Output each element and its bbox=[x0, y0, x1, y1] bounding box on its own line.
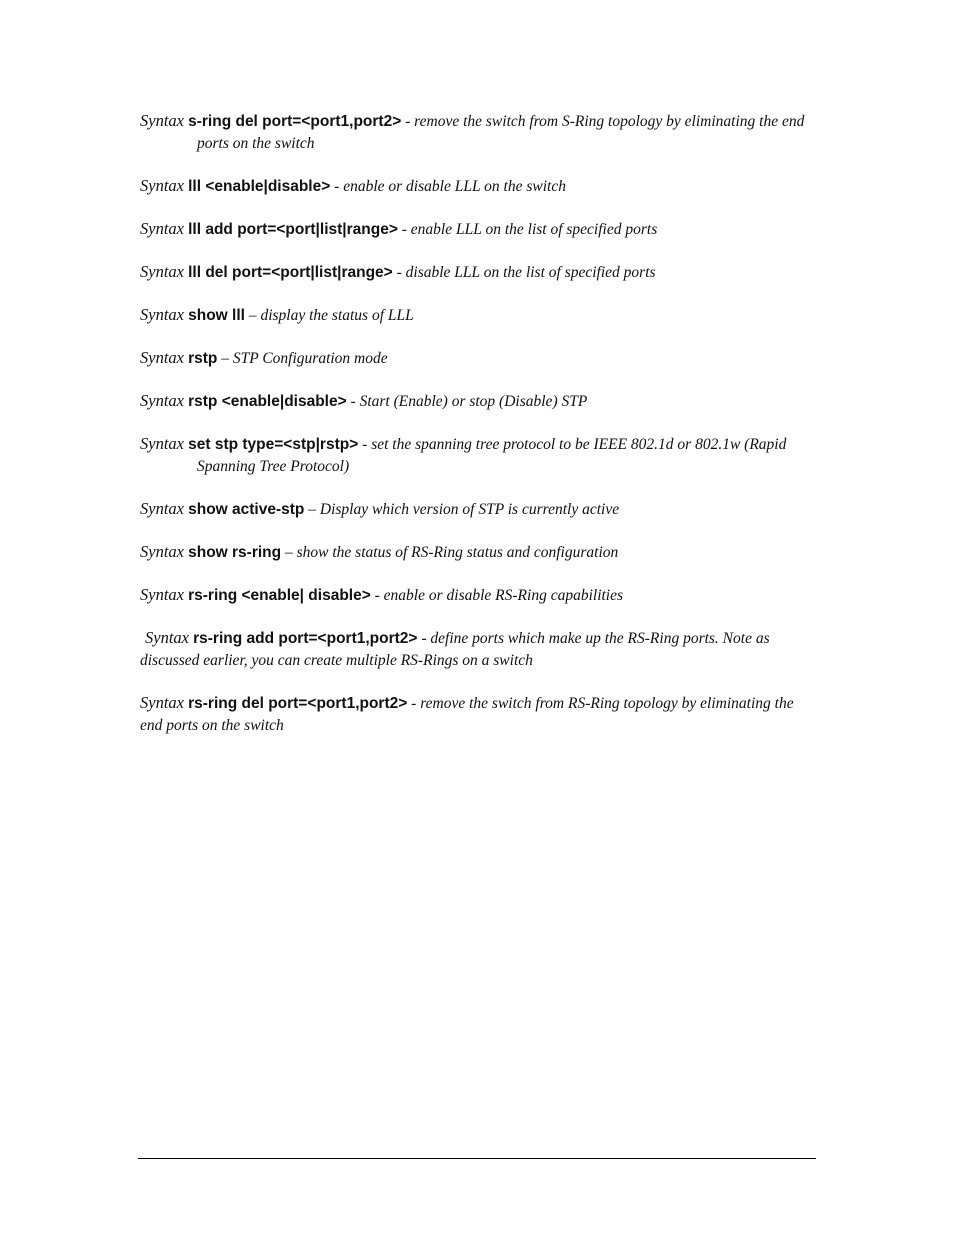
command-description: – STP Configuration mode bbox=[217, 350, 388, 367]
syntax-keyword: Syntax bbox=[140, 262, 184, 281]
command-description: - remove the switch from S-Ring topology by eliminating the end ports on the switch bbox=[197, 113, 805, 152]
command-description: – Display which version of STP is currently active bbox=[304, 501, 620, 518]
command-description: - define ports which make up the RS-Ring ports. Note as discussed earlier, you can create multiple RS-Rings on a switch bbox=[140, 630, 770, 669]
syntax-keyword: Syntax bbox=[140, 434, 184, 453]
syntax-keyword: Syntax bbox=[140, 585, 184, 604]
syntax-entry-lll-add bbox=[140, 218, 816, 240]
command-text: show rs-ring bbox=[188, 544, 282, 561]
command-text: lll <enable|disable> bbox=[188, 178, 331, 195]
command-description: – show the status of RS-Ring status and configuration bbox=[281, 544, 619, 561]
command-text: rs-ring del port=<port1,port2> bbox=[188, 695, 408, 712]
syntax-entry-s-ring-del bbox=[140, 110, 816, 154]
syntax-keyword: Syntax bbox=[140, 348, 184, 367]
syntax-entry-rstp-toggle bbox=[140, 390, 816, 412]
syntax-keyword: Syntax bbox=[140, 219, 184, 238]
syntax-entry-show-active-stp bbox=[140, 498, 816, 520]
syntax-entry-rs-ring-toggle bbox=[140, 584, 816, 606]
command-text: rs-ring <enable| disable> bbox=[188, 587, 371, 604]
command-text: show active-stp bbox=[188, 501, 305, 518]
command-text: rs-ring add port=<port1,port2> bbox=[193, 630, 418, 647]
command-text: rstp <enable|disable> bbox=[188, 393, 347, 410]
command-description: - Start (Enable) or stop (Disable) STP bbox=[346, 393, 588, 410]
syntax-keyword: Syntax bbox=[140, 176, 184, 195]
command-description: – display the status of LLL bbox=[244, 307, 414, 324]
syntax-list bbox=[140, 110, 816, 757]
syntax-entry-show-rs-ring bbox=[140, 541, 816, 563]
syntax-keyword: Syntax bbox=[140, 693, 184, 712]
command-description: - enable LLL on the list of specified ports bbox=[397, 221, 658, 238]
syntax-entry-show-lll bbox=[140, 304, 816, 326]
command-description: - remove the switch from RS-Ring topology by eliminating the end ports on the switch bbox=[140, 695, 794, 734]
command-text: show lll bbox=[188, 307, 245, 324]
syntax-keyword: Syntax bbox=[140, 391, 184, 410]
syntax-entry-rs-ring-add bbox=[140, 627, 816, 671]
syntax-keyword: Syntax bbox=[140, 542, 184, 561]
command-text: rstp bbox=[188, 350, 218, 367]
command-text: lll add port=<port|list|range> bbox=[188, 221, 398, 238]
command-text: s-ring del port=<port1,port2> bbox=[188, 113, 402, 130]
syntax-entry-rs-ring-del bbox=[140, 692, 816, 736]
syntax-keyword: Syntax bbox=[140, 305, 184, 324]
footer-divider bbox=[138, 1158, 816, 1159]
syntax-entry-lll-del bbox=[140, 261, 816, 283]
command-description: - set the spanning tree protocol to be IEEE 802.1d or 802.1w (Rapid Spanning Tree Protocol) bbox=[197, 436, 787, 475]
syntax-entry-set-stp-type bbox=[140, 433, 816, 477]
syntax-keyword: Syntax bbox=[145, 628, 189, 647]
syntax-keyword: Syntax bbox=[140, 111, 184, 130]
command-description: - disable LLL on the list of specified ports bbox=[392, 264, 656, 281]
syntax-entry-rstp-mode bbox=[140, 347, 816, 369]
command-text: lll del port=<port|list|range> bbox=[188, 264, 393, 281]
syntax-entry-lll-toggle bbox=[140, 175, 816, 197]
command-text: set stp type=<stp|rstp> bbox=[188, 436, 359, 453]
command-description: - enable or disable LLL on the switch bbox=[330, 178, 566, 195]
syntax-keyword: Syntax bbox=[140, 499, 184, 518]
command-description: - enable or disable RS-Ring capabilities bbox=[370, 587, 624, 604]
